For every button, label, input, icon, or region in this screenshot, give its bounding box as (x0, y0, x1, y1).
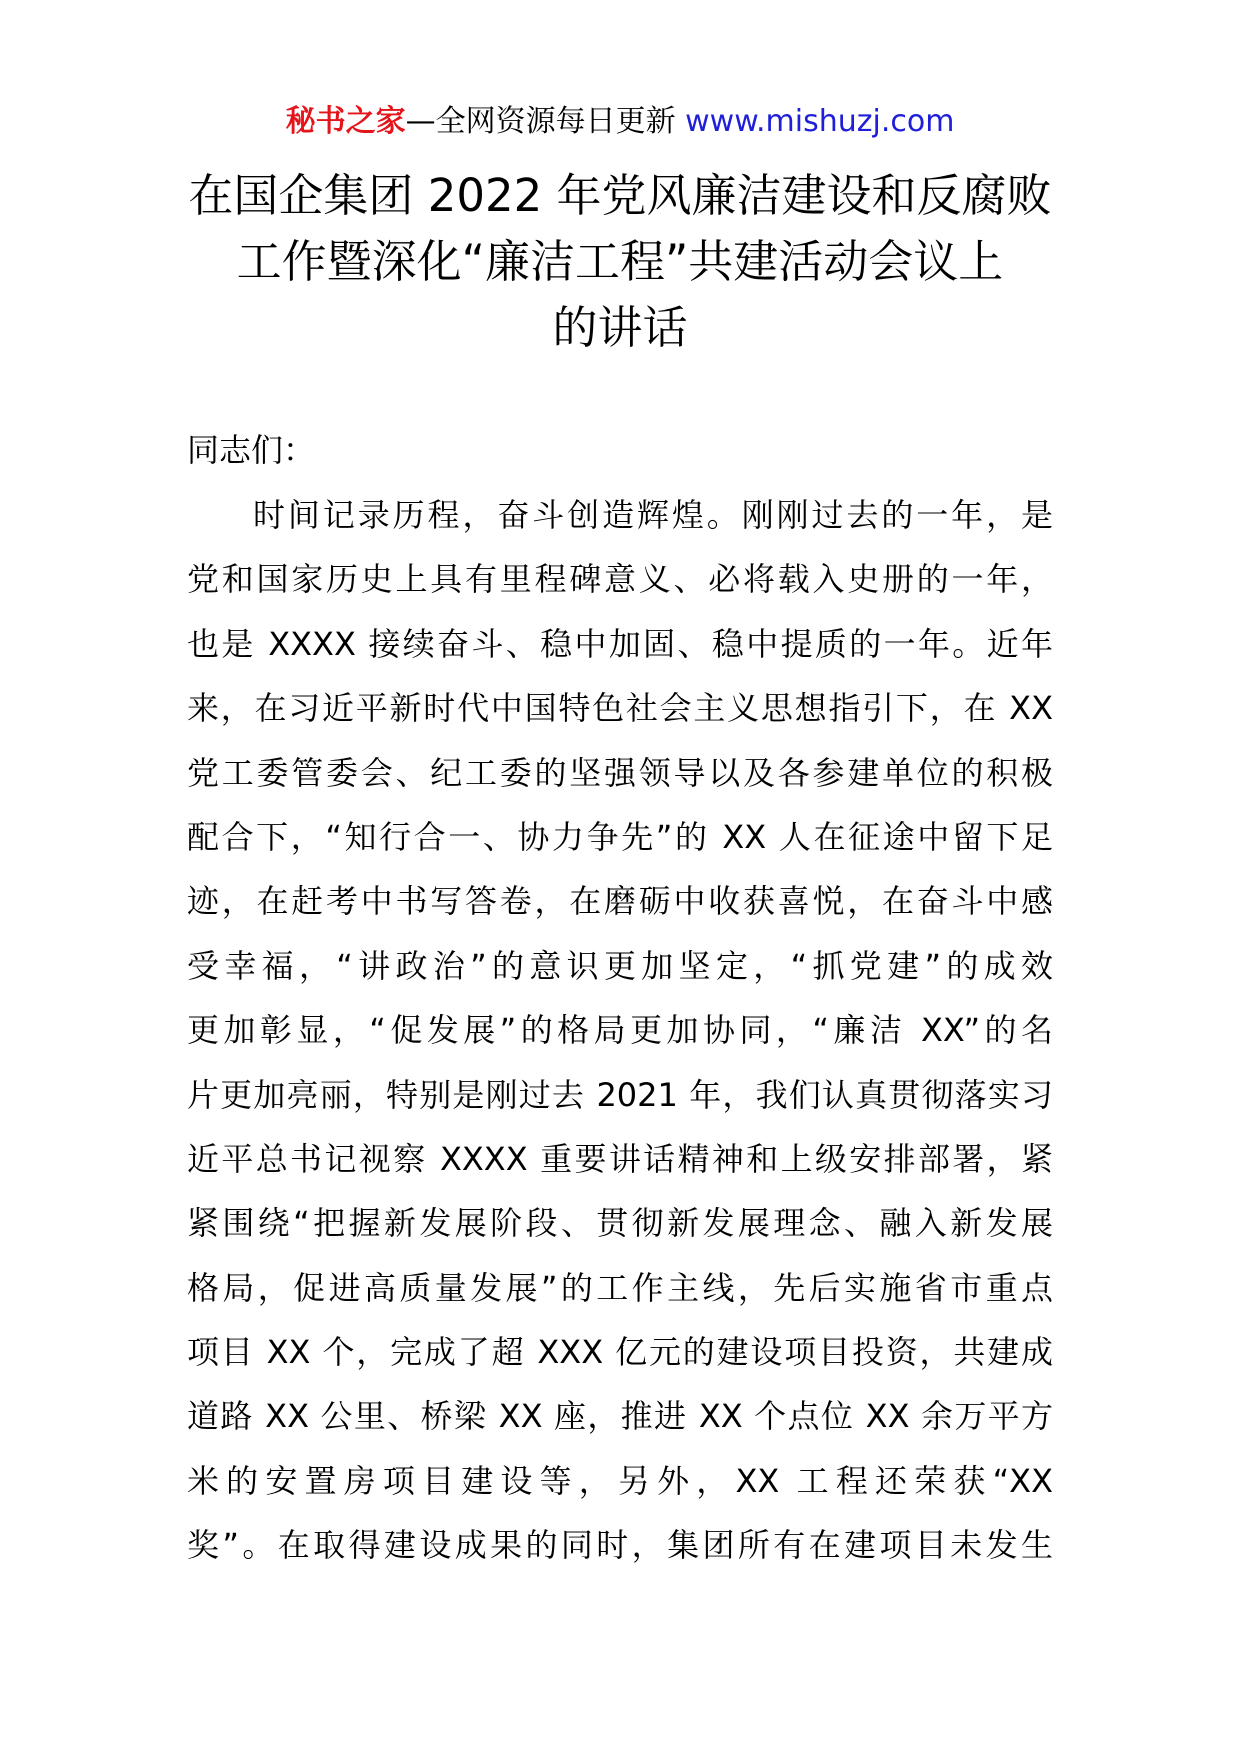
body-line: 紧围绕“把握新发展阶段、贯彻新发展理念、融入新发展 (187, 1204, 1053, 1243)
body-line: 片更加亮丽，特别是刚过去 2021 年，我们认真贯彻落实习 (187, 1075, 1053, 1114)
body-line: 受幸福，“讲政治”的意识更加坚定，“抓党建”的成效 (187, 946, 1053, 985)
body-line: 近平总书记视察 XXXX 重要讲话精神和上级安排部署，紧 (187, 1139, 1053, 1178)
body-paragraph (187, 493, 1053, 1588)
body-line: 党工委管委会、纪工委的坚强领导以及各参建单位的积极 (187, 753, 1053, 792)
body-line: 党和国家历史上具有里程碑意义、必将载入史册的一年， (187, 560, 1053, 599)
document-title (150, 163, 1090, 361)
body-line: 配合下，“知行合一、协力争先”的 XX 人在征途中留下足 (187, 817, 1053, 856)
body-line: 来，在习近平新时代中国特色社会主义思想指引下，在 XX (187, 689, 1053, 728)
title-line: 的讲话 (552, 301, 688, 354)
body-line: 奖”。在取得建设成果的同时，集团所有在建项目未发生 (187, 1526, 1053, 1565)
brand-name: 秘书之家 (285, 104, 406, 139)
body-line: 道路 XX 公里、桥梁 XX 座，推进 XX 个点位 XX 余万平方 (187, 1397, 1053, 1436)
body-line: 格局，促进高质量发展”的工作主线，先后实施省市重点 (187, 1268, 1053, 1307)
site-header (0, 102, 1240, 142)
body-line: 更加彰显，“促发展”的格局更加协同，“廉洁 XX”的名 (187, 1011, 1053, 1050)
body-line: 项目 XX 个，完成了超 XXX 亿元的建设项目投资，共建成 (187, 1333, 1053, 1372)
body-line: 米的安置房项目建设等，另外，XX 工程还荣获“XX (187, 1461, 1053, 1500)
body-line: 时间记录历程，奋斗创造辉煌。刚刚过去的一年，是 (253, 496, 1053, 534)
body-line: 也是 XXXX 接续奋斗、稳中加固、稳中提质的一年。近年 (187, 624, 1053, 663)
salutation: 同志们： (187, 431, 316, 469)
header-tagline: —全网资源每日更新 (405, 104, 686, 139)
title-line: 在国企集团 2022 年党风廉洁建设和反腐败 (188, 169, 1052, 222)
site-url-link[interactable]: www.mishuzj.com (685, 104, 955, 139)
body-line: 迹，在赶考中书写答卷，在磨砺中收获喜悦，在奋斗中感 (187, 882, 1053, 921)
title-line: 工作暨深化“廉洁工程”共建活动会议上 (236, 235, 1004, 288)
